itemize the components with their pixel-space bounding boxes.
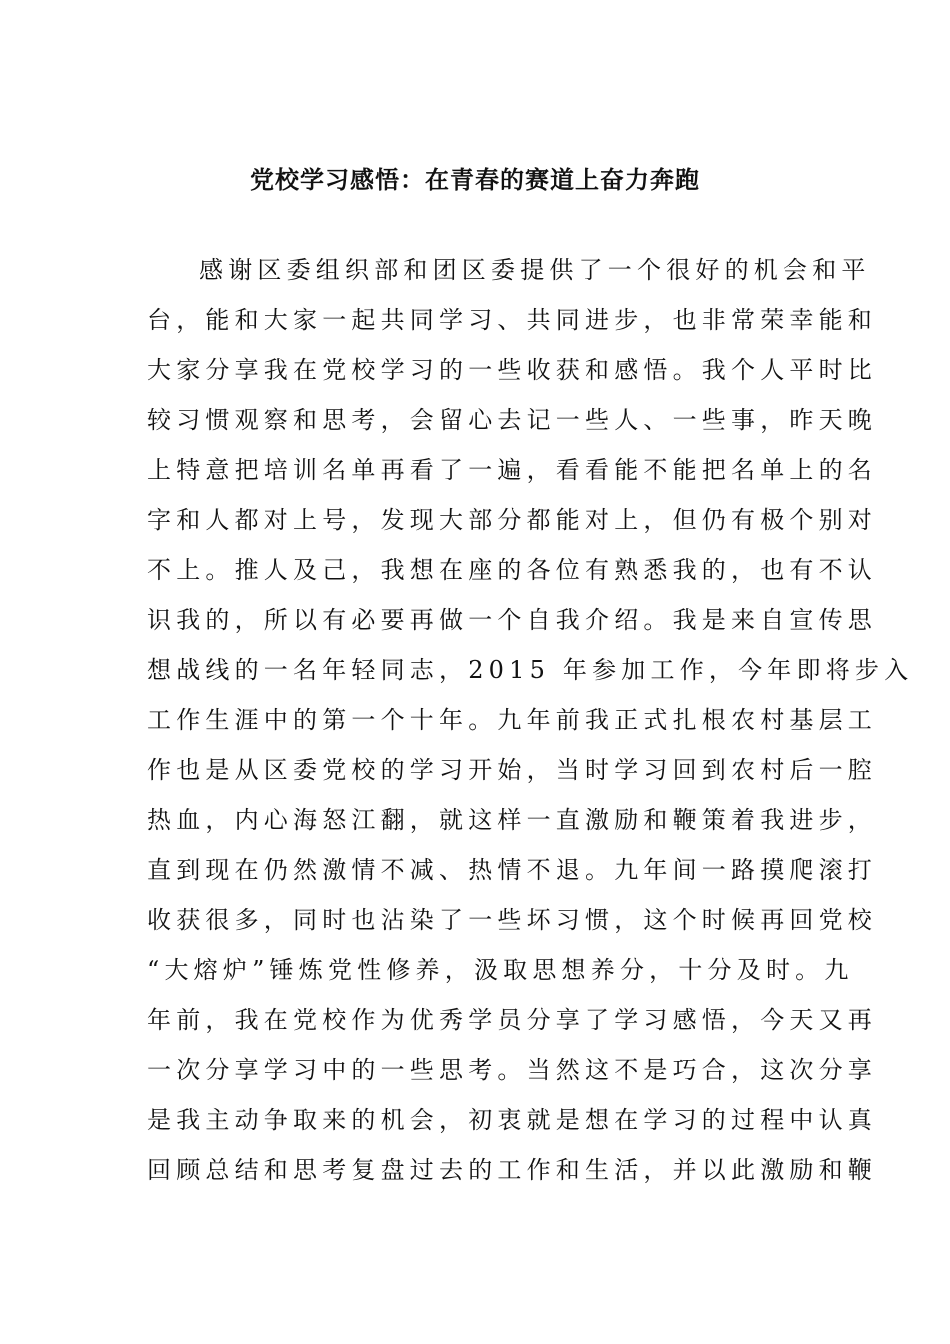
paragraph-line: 工作生涯中的第一个十年。九年前我正式扎根农村基层工 (147, 706, 877, 734)
document-body (147, 245, 914, 1195)
paragraph-line: 是我主动争取来的机会，初衷就是想在学习的过程中认真 (147, 1106, 877, 1134)
document-title: 党校学习感悟：在青春的赛道上奋力奔跑 (250, 165, 700, 194)
paragraph-line: 上特意把培训名单再看了一遍，看看能不能把名单上的名 (147, 456, 877, 484)
paragraph-line: 台，能和大家一起共同学习、共同进步，也非常荣幸能和 (147, 306, 877, 334)
paragraph-line: 感谢区委组织部和团区委提供了一个很好的机会和平 (199, 256, 871, 284)
paragraph-line: 直到现在仍然激情不减、热情不退。九年间一路摸爬滚打 (147, 856, 877, 884)
paragraph-line: 识我的，所以有必要再做一个自我介绍。我是来自宣传思 (147, 606, 877, 634)
paragraph-line: 字和人都对上号，发现大部分都能对上，但仍有极个别对 (147, 506, 877, 534)
paragraph-line: 不上。推人及己，我想在座的各位有熟悉我的，也有不认 (147, 556, 877, 584)
paragraph-line: “大熔炉”锤炼党性修养，汲取思想养分，十分及时。九 (147, 956, 854, 984)
paragraph-line: 想战线的一名年轻同志，2015 年参加工作，今年即将步入 (147, 656, 914, 684)
paragraph-line: 回顾总结和思考复盘过去的工作和生活，并以此激励和鞭 (147, 1156, 877, 1184)
paragraph-line: 收获很多，同时也沾染了一些坏习惯，这个时候再回党校 (147, 906, 877, 934)
paragraph-line: 年前，我在党校作为优秀学员分享了学习感悟，今天又再 (147, 1006, 877, 1034)
paragraph-line: 热血，内心海怒江翻，就这样一直激励和鞭策着我进步， (147, 806, 877, 834)
paragraph-line: 一次分享学习中的一些思考。当然这不是巧合，这次分享 (147, 1056, 877, 1084)
paragraph-line: 作也是从区委党校的学习开始，当时学习回到农村后一腔 (147, 756, 877, 784)
paragraph-line: 较习惯观察和思考，会留心去记一些人、一些事，昨天晚 (147, 406, 877, 434)
paragraph-line: 大家分享我在党校学习的一些收获和感悟。我个人平时比 (147, 356, 877, 384)
